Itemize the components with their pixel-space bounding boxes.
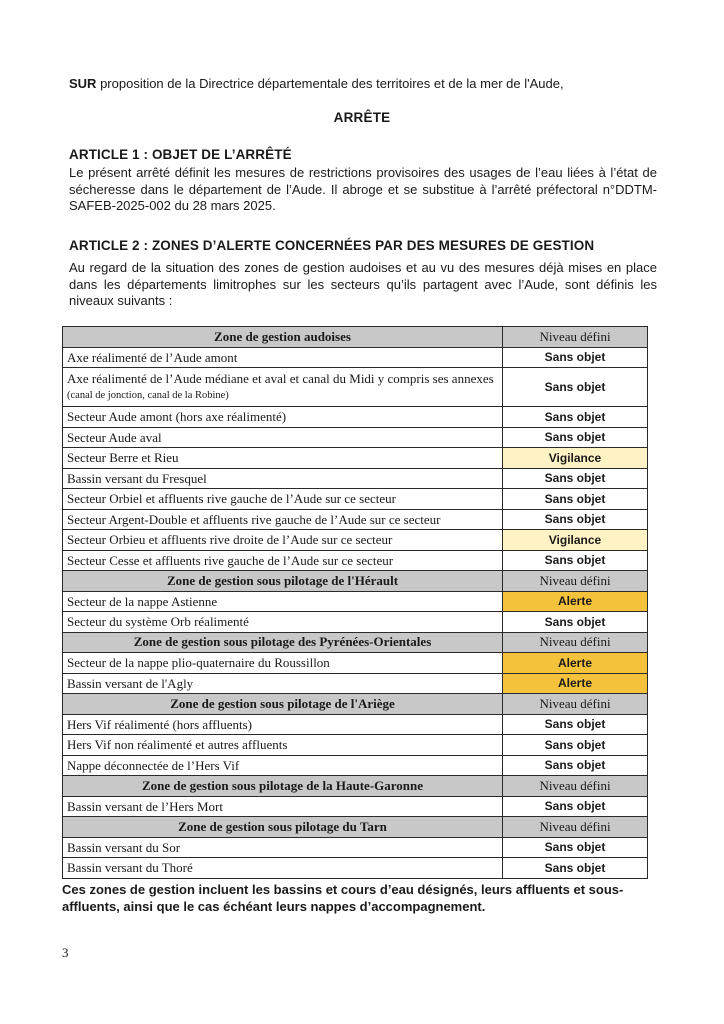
zone-name: Secteur Aude aval [67,429,162,445]
table-row [63,427,648,448]
table-row [63,368,648,407]
level-cell: Sans objet [503,735,648,756]
zone-name: Bassin versant du Sor [67,839,181,855]
group-title: Zone de gestion sous pilotage de la Haute-Garonne [63,776,503,797]
zone-name-cell [63,837,503,858]
group-title: Zone de gestion sous pilotage des Pyrénées-Orientales [63,632,503,653]
zone-name: Secteur Orbiel et affluents rive gauche de l’Aude sur ce secteur [67,491,396,507]
table-row [63,653,648,674]
zone-name: Secteur de la nappe plio-quaternaire du Roussillon [67,655,330,671]
zone-name-cell [63,468,503,489]
level-column-header: Niveau défini [503,694,648,715]
zone-name-cell [63,591,503,612]
level-column-header: Niveau défini [503,327,648,348]
zone-name: Bassin versant de l’Hers Mort [67,798,223,814]
level-cell: Sans objet [503,837,648,858]
closing-paragraph: Ces zones de gestion incluent les bassins et cours d’eau désignés, leurs affluents et sous-affluents, ainsi que le cas échéant leurs nappes d’accompagnement. [62,882,624,914]
alert-zones-table [62,326,648,879]
table-group-header [63,817,648,838]
level-cell: Alerte [503,673,648,694]
group-title: Zone de gestion sous pilotage de l'Ariège [63,694,503,715]
level-cell: Vigilance [503,448,648,469]
zone-name: Secteur Cesse et affluents rive gauche de l’Aude sur ce secteur [67,552,394,568]
zone-name-cell [63,858,503,879]
zone-name-cell [63,509,503,530]
article-2-heading: ARTICLE 2 : ZONES D’ALERTE CONCERNÉES PAR DES MESURES DE GESTION [69,238,595,253]
zone-name-cell [63,796,503,817]
intro-text: proposition de la Directrice départementale des territoires et de la mer de l'Aude, [96,76,564,91]
table-row [63,448,648,469]
level-cell: Sans objet [503,427,648,448]
table-row [63,347,648,368]
zone-name-cell [63,755,503,776]
level-cell: Sans objet [503,612,648,633]
zone-name-cell [63,530,503,551]
table-row [63,796,648,817]
level-column-header: Niveau défini [503,571,648,592]
zone-name: Bassin versant du Thoré [67,860,193,876]
level-cell: Sans objet [503,550,648,571]
zone-name-cell [63,427,503,448]
zone-name: Hers Vif réalimenté (hors affluents) [67,716,253,732]
level-cell: Sans objet [503,714,648,735]
table-row [63,509,648,530]
zone-name-cell [63,489,503,510]
zone-name: Bassin versant du Fresquel [67,470,207,486]
zone-name: Axe réalimenté de l’Aude amont [67,349,238,365]
level-cell: Alerte [503,653,648,674]
zone-name-cell [63,347,503,368]
level-cell: Sans objet [503,858,648,879]
article-1-heading: ARTICLE 1 : OBJET DE L’ARRÊTÉ [69,147,292,162]
zone-name-cell [63,368,503,407]
zone-name: Bassin versant de l'Agly [67,675,194,691]
group-title: Zone de gestion sous pilotage du Tarn [63,817,503,838]
zone-name: Secteur Berre et Rieu [67,450,179,466]
zone-name: Secteur Argent-Double et affluents rive gauche de l’Aude sur ce secteur [67,511,441,527]
intro-bold-word: SUR [69,76,97,91]
table-row [63,591,648,612]
table-row [63,673,648,694]
page-number: 3 [62,945,69,960]
level-cell: Sans objet [503,509,648,530]
zone-name: Nappe déconnectée de l’Hers Vif [67,757,240,773]
zone-name-cell [63,673,503,694]
group-title: Zone de gestion audoises [63,327,503,348]
table-row [63,755,648,776]
level-cell: Sans objet [503,347,648,368]
zone-name-cell [63,550,503,571]
zone-name-cell [63,448,503,469]
table-row [63,612,648,633]
table-group-header [63,571,648,592]
zone-note: (canal de jonction, canal de la Robine) [67,390,229,401]
zone-name: Secteur de la nappe Astienne [67,593,218,609]
level-cell: Sans objet [503,755,648,776]
level-cell: Sans objet [503,489,648,510]
table-row [63,530,648,551]
group-title: Zone de gestion sous pilotage de l'Hérault [63,571,503,592]
table-row [63,714,648,735]
table-row [63,407,648,428]
zone-name: Secteur du système Orb réalimenté [67,614,249,630]
table-row [63,468,648,489]
level-cell: Sans objet [503,796,648,817]
zone-name-cell [63,714,503,735]
table-row [63,550,648,571]
level-column-header: Niveau défini [503,776,648,797]
level-cell: Sans objet [503,407,648,428]
table-row [63,489,648,510]
zone-name-cell [63,407,503,428]
table-row [63,837,648,858]
zone-name-cell [63,735,503,756]
table-group-header [63,776,648,797]
article-2-body: Au regard de la situation des zones de gestion audoises et au vu des mesures déjà mises en place dans les départements limitrophes sur les secteurs qu’ils partagent avec l’Aude, sont définis les niveaux suivants : [69,260,657,308]
zone-name: Secteur Aude amont (hors axe réalimenté) [67,409,287,425]
zone-name: Hers Vif non réalimenté et autres affluents [67,737,288,753]
level-cell: Sans objet [503,468,648,489]
level-column-header: Niveau défini [503,817,648,838]
intro-paragraph [69,76,659,92]
zone-name-cell [63,612,503,633]
table-row [63,735,648,756]
level-cell: Alerte [503,591,648,612]
article-1-body: Le présent arrêté définit les mesures de restrictions provisoires des usages de l’eau liées à l’état de sécheresse dans le département de l’Aude. Il abroge et se substitue à l’arrêté préfectoral n°DDTM-SAFEB-2025-002 du 28 mars 2025. [69,165,657,213]
table-row [63,858,648,879]
table-group-header [63,327,648,348]
table-group-header [63,694,648,715]
zone-name: Axe réalimenté de l’Aude médiane et aval et canal du Midi y compris ses annexes [67,371,494,386]
level-cell: Sans objet [503,368,648,407]
level-column-header: Niveau défini [503,632,648,653]
arrete-title: ARRÊTE [333,110,391,125]
table-group-header [63,632,648,653]
level-cell: Vigilance [503,530,648,551]
zone-name-cell [63,653,503,674]
zone-name: Secteur Orbieu et affluents rive droite de l’Aude sur ce secteur [67,532,393,548]
